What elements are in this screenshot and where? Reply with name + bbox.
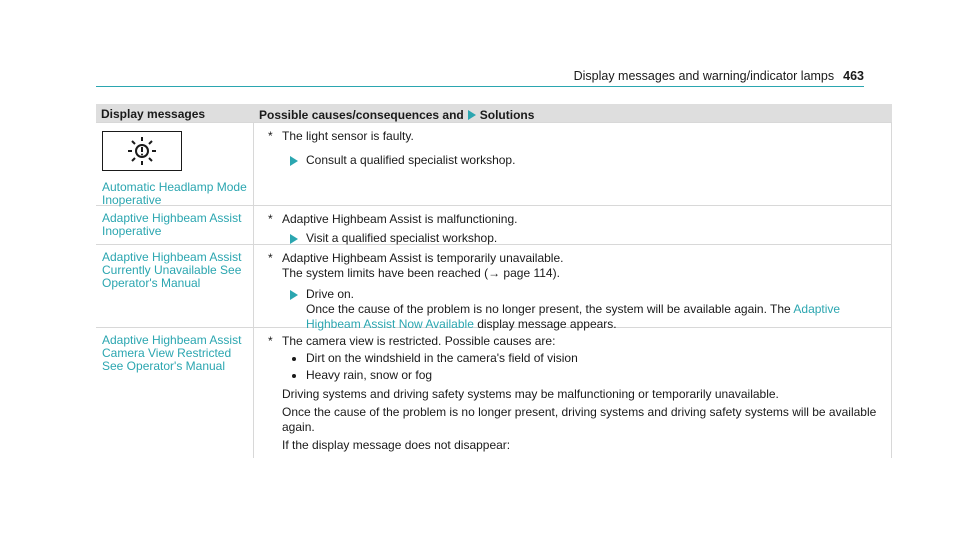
list-item: Dirt on the windshield in the camera's field of vision [292, 351, 885, 366]
arrow-right-icon [290, 156, 298, 166]
message-text: Adaptive Highbeam Assist Camera View Restricted See Operator's Manual [96, 328, 254, 458]
message-text: Adaptive Highbeam Assist Currently Unavailable See Operator's Manual [96, 245, 254, 327]
step-detail: display message appears. [477, 317, 617, 331]
col-header-messages: Display messages [101, 107, 206, 121]
arrow-right-icon [290, 290, 298, 300]
message-text: Adaptive Highbeam Assist Inoperative [96, 206, 254, 244]
bullet-icon [292, 357, 296, 361]
step-text: Consult a qualified specialist workshop. [306, 153, 516, 167]
col-header-causes [254, 104, 892, 122]
table-row [96, 244, 892, 331]
headlamp-warning-icon [102, 131, 182, 171]
cause-text: Adaptive Highbeam Assist is temporarily unavailable. [282, 251, 564, 265]
arrow-right-icon [468, 110, 476, 120]
cause-marker: * [268, 334, 273, 348]
list-item: Heavy rain, snow or fog [292, 368, 885, 383]
table-row [96, 205, 892, 244]
cause-text: The light sensor is faulty. [282, 129, 414, 143]
note-text: If the display message does not disappear: [282, 438, 511, 452]
table-header [96, 104, 892, 122]
cause-text: The camera view is restricted. Possible causes are: [282, 334, 556, 348]
cause-marker: * [268, 212, 273, 226]
step-detail: Once the cause of the problem is no longer present, the system will be available again. The [306, 302, 791, 316]
cause-marker: * [268, 251, 273, 265]
message-text: Automatic Headlamp Mode Inoperative [102, 180, 247, 207]
message-reference: Adaptive Highbeam Assist Now Available [306, 302, 841, 331]
cause-text: Adaptive Highbeam Assist is malfunctioning. [282, 212, 518, 226]
cause-text: The system limits have been reached (→ page 114). [282, 266, 560, 280]
arrow-right-icon [290, 234, 298, 244]
table-row [96, 327, 892, 458]
messages-table [96, 104, 892, 452]
bullet-icon [292, 374, 296, 378]
cause-marker: * [268, 129, 273, 143]
note-text: Once the cause of the problem is no longer present, driving systems and driving safety systems will be available again. [282, 405, 877, 434]
note-text: Driving systems and driving safety systems may be malfunctioning or temporarily unavailable. [282, 387, 779, 401]
step-text: Drive on. [306, 287, 355, 301]
header-title: Display messages and warning/indicator lamps [573, 69, 835, 83]
step-text: Visit a qualified specialist workshop. [306, 231, 498, 245]
col-header-solutions-label: Solutions [479, 107, 535, 122]
table-row [96, 122, 892, 205]
page-header [574, 69, 864, 83]
col-header-causes-label: Possible causes/consequences and [259, 107, 464, 122]
header-rule [96, 86, 864, 87]
page-number: 463 [843, 69, 864, 83]
